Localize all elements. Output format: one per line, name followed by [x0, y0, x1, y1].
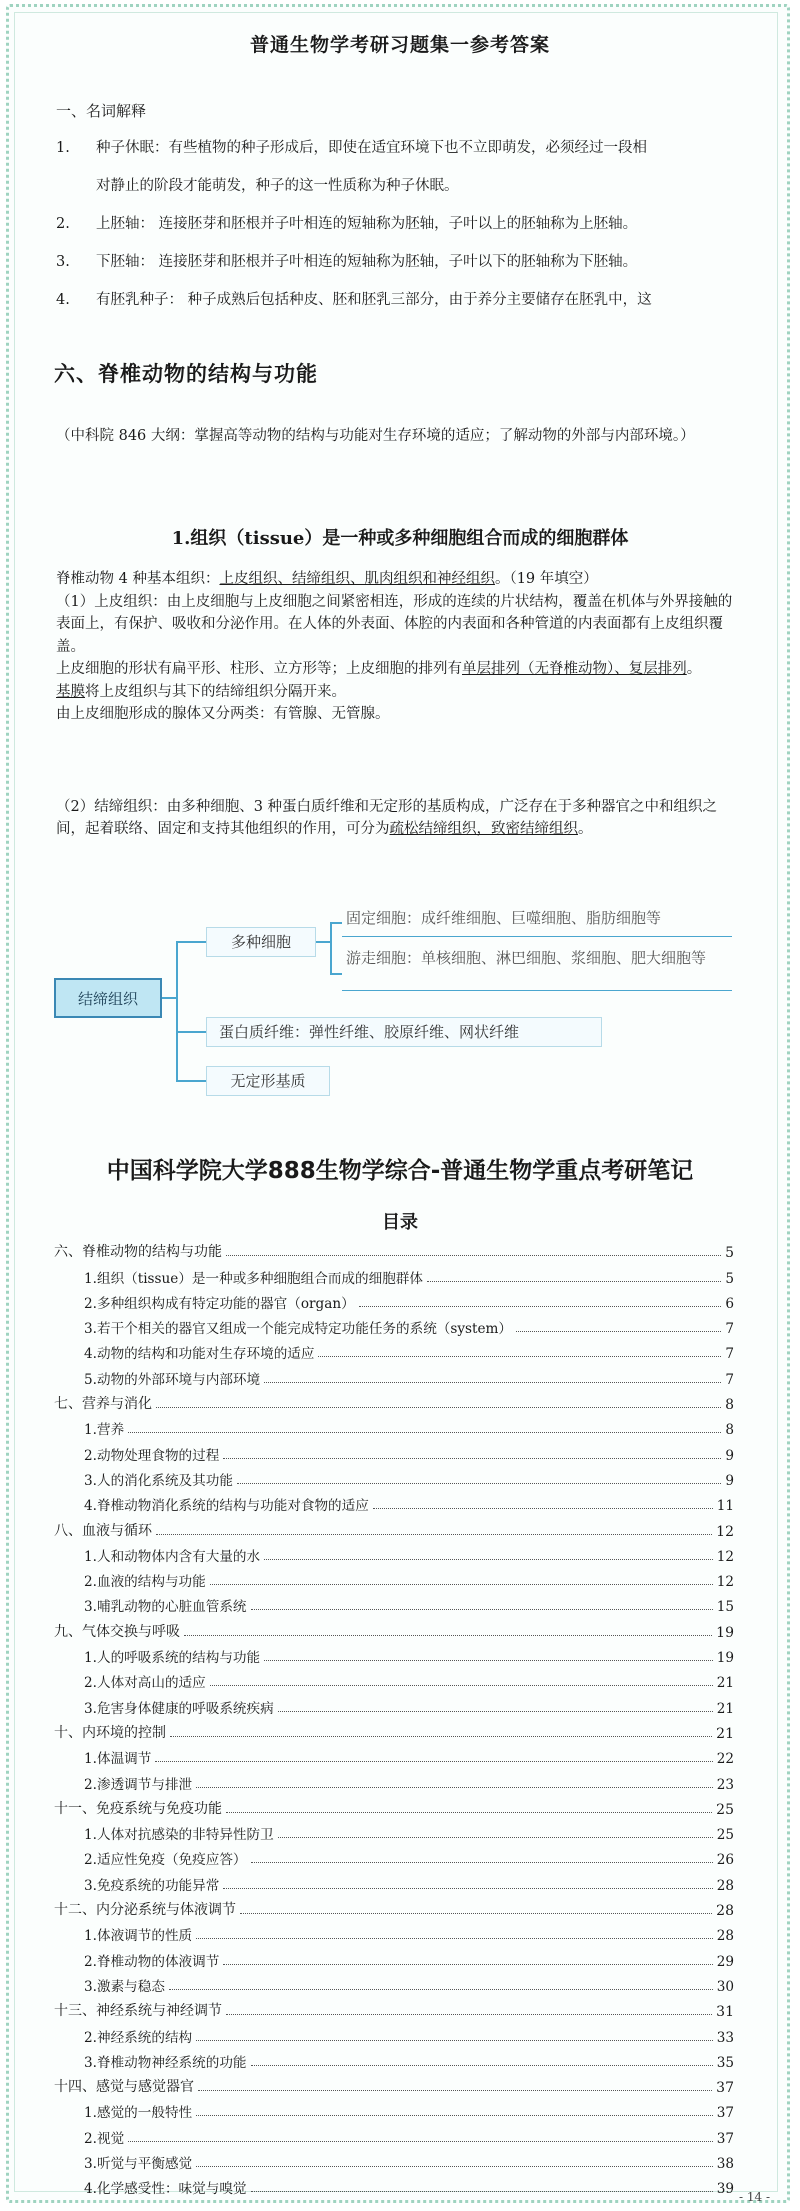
toc-leader-dots: [226, 1255, 721, 1256]
definition-number: 3.: [56, 254, 70, 270]
toc-leader-dots: [251, 1862, 713, 1863]
toc-entry[interactable]: [54, 1590, 734, 1615]
definition-number: 2.: [56, 216, 70, 232]
toc-entry-label: 2.视觉: [84, 2130, 125, 2147]
toc-leader-dots: [170, 1736, 712, 1737]
toc-leader-dots: [251, 2065, 713, 2066]
toc-entry[interactable]: [54, 1540, 734, 1565]
toc-entry-label: 2.脊椎动物的体液调节: [84, 1953, 220, 1970]
toc-entry[interactable]: [54, 1464, 734, 1489]
toc-entry[interactable]: [54, 1615, 734, 1640]
toc-entry-page: 23: [716, 1776, 734, 1793]
toc-entry-page: 9: [725, 1447, 734, 1464]
toc-entry-page: 12: [716, 1548, 734, 1565]
toc-entry[interactable]: [54, 2172, 734, 2197]
connector: [316, 941, 330, 943]
toc-entry-page: 5: [725, 1245, 734, 1262]
toc-leader-dots: [169, 1989, 713, 1990]
toc-entry-label: 七、营养与消化: [54, 1396, 152, 1413]
toc-leader-dots: [278, 1711, 713, 1712]
toc-entry-page: 33: [716, 2029, 734, 2046]
toc-entry-label: 2.适应性免疫（免疫应答）: [84, 1852, 247, 1869]
text: 。: [686, 661, 702, 678]
mindmap-root: 结缔组织: [54, 978, 162, 1018]
toc-entry-page: 28: [716, 1903, 734, 1920]
toc-entry[interactable]: [54, 1236, 734, 1261]
toc-entry-page: 9: [725, 1472, 734, 1489]
mindmap-connective-tissue: [0, 890, 800, 1120]
toc-entry[interactable]: [54, 1742, 734, 1767]
toc-entry[interactable]: [54, 1894, 734, 1919]
toc-entry-page: 12: [716, 1523, 734, 1540]
toc-entry[interactable]: [54, 1970, 734, 1995]
text: 将上皮组织与其下的结缔组织分隔开来。: [85, 683, 346, 700]
text: 。: [578, 821, 593, 838]
chapter-title: 六、脊椎动物的结构与功能: [54, 361, 318, 386]
toc-leader-dots: [196, 1787, 713, 1788]
toc-leader-dots: [240, 1913, 712, 1914]
toc-leader-dots: [359, 1306, 722, 1307]
underlined-text: 疏松结缔组织，致密结缔组织: [389, 821, 578, 838]
paragraph-connective: [56, 796, 746, 841]
toc-entry[interactable]: [54, 1717, 734, 1742]
toc-leader-dots: [196, 2040, 713, 2041]
toc-entry[interactable]: [54, 1337, 734, 1362]
toc-entry[interactable]: [54, 1438, 734, 1463]
toc-entry-page: 11: [716, 1498, 734, 1515]
text: 由上皮细胞形成的腺体又分两类：有管腺、无管腺。: [56, 706, 390, 723]
definition-continuation: 对静止的阶段才能萌发，种子的这一性质称为种子休眠。: [96, 178, 459, 194]
toc-leader-dots: [210, 1685, 713, 1686]
toc-leader-dots: [155, 1761, 712, 1762]
definition-term: 下胚轴: [96, 254, 140, 270]
toc-entry-label: 4.化学感受性：味觉与嗅觉: [84, 2181, 247, 2198]
toc-entry-page: 22: [716, 1751, 734, 1768]
toc-entry[interactable]: [54, 1843, 734, 1868]
toc-entry-page: 7: [725, 1371, 734, 1388]
toc-leader-dots: [223, 1458, 721, 1459]
toc-entry-page: 38: [716, 2155, 734, 2172]
underlined-text: 单层排列（无脊椎动物）、复层排列: [462, 661, 687, 678]
toc-entry[interactable]: [54, 1995, 734, 2020]
toc-entry-label: 1.人体对抗感染的非特异性防卫: [84, 1827, 274, 1844]
toc-entry-page: 39: [716, 2181, 734, 2198]
toc-entry[interactable]: [54, 2020, 734, 2045]
underlined-text: 基膜: [56, 683, 85, 700]
toc-leader-dots: [128, 1432, 721, 1433]
toc-entry-label: 十二、内分泌系统与体液调节: [54, 1902, 236, 1919]
toc-entry-page: 5: [725, 1270, 734, 1287]
toc-entry-label: 1.人的呼吸系统的结构与功能: [84, 1650, 261, 1667]
toc-entry-page: 28: [716, 1928, 734, 1945]
connector: [176, 941, 178, 1081]
connector: [330, 973, 342, 975]
definition-item: [56, 137, 756, 159]
toc-entry-page: 37: [716, 2105, 734, 2122]
toc-entry-label: 2.神经系统的结构: [84, 2029, 193, 2046]
definition-number: 1.: [56, 140, 70, 156]
toc-entry-label: 1.体温调节: [84, 1751, 152, 1768]
toc-entry-label: 3.哺乳动物的心脏血管系统: [84, 1599, 247, 1616]
toc-leader-dots: [128, 2141, 713, 2142]
connector: [330, 922, 342, 924]
paragraph-epithelial: [56, 591, 746, 725]
toc-entry-label: 1.人和动物体内含有大量的水: [84, 1548, 261, 1565]
toc-entry-label: 3.危害身体健康的呼吸系统疾病: [84, 1700, 274, 1717]
toc-entry[interactable]: [54, 1818, 734, 1843]
definition-text: ： 种子成熟后包括种皮、胚和胚乳三部分，由于养分主要储存在胚乳中，这: [168, 292, 652, 308]
text: 上皮细胞的形状有扁平形、柱形、立方形等；上皮细胞的排列有: [56, 661, 462, 678]
toc-title: 目录: [382, 1212, 418, 1233]
toc-entry-label: 十四、感觉与感觉器官: [54, 2079, 194, 2096]
toc-entry-page: 29: [716, 1953, 734, 1970]
toc-entry-page: 37: [716, 2080, 734, 2097]
text-line: [56, 658, 746, 680]
connector: [176, 1080, 206, 1082]
connector: [342, 990, 732, 991]
mindmap-node-matrix: 无定形基质: [206, 1066, 330, 1096]
toc-leader-dots: [318, 1356, 721, 1357]
definition-text: ： 连接胚芽和胚根并子叶相连的短轴称为胚轴，子叶以下的胚轴称为下胚轴。: [139, 254, 638, 270]
underlined-text: 上皮组织、结缔组织、肌肉组织和神经组织: [219, 571, 495, 587]
toc-entry-page: 35: [716, 2054, 734, 2071]
toc-entry-page: 30: [716, 1978, 734, 1995]
toc-entry[interactable]: [54, 1287, 734, 1312]
toc-entry-label: 3.激素与稳态: [84, 1978, 165, 1995]
table-of-contents: [54, 1236, 734, 2197]
toc-entry[interactable]: [54, 1388, 734, 1413]
toc-entry-label: 2.渗透调节与排泄: [84, 1776, 193, 1793]
text: 。（19 年填空）: [494, 571, 598, 587]
toc-entry-label: 3.若干个相关的器官又组成一个能完成特定功能任务的系统（system）: [84, 1321, 513, 1338]
toc-entry[interactable]: [54, 1312, 734, 1337]
toc-leader-dots: [516, 1331, 721, 1332]
toc-entry-label: 3.脊椎动物神经系统的功能: [84, 2054, 247, 2071]
connector: [162, 997, 176, 999]
toc-leader-dots: [226, 1812, 712, 1813]
toc-entry-page: 7: [725, 1346, 734, 1363]
toc-entry-page: 21: [716, 1700, 734, 1717]
toc-entry-label: 1.营养: [84, 1422, 125, 1439]
tissue-heading: 1.组织（tissue）是一种或多种细胞组合而成的细胞群体: [171, 528, 629, 549]
toc-entry-page: 28: [716, 1877, 734, 1894]
toc-entry-label: 5.动物的外部环境与内部环境: [84, 1371, 261, 1388]
toc-entry[interactable]: [54, 2121, 734, 2146]
toc-leader-dots: [223, 1964, 712, 1965]
text-line: [56, 681, 746, 703]
toc-entry-page: 12: [716, 1574, 734, 1591]
toc-entry-label: 九、气体交换与呼吸: [54, 1623, 180, 1640]
toc-entry-label: 2.血液的结构与功能: [84, 1574, 206, 1591]
toc-entry[interactable]: [54, 1641, 734, 1666]
toc-entry[interactable]: [54, 1793, 734, 1818]
definition-text: ： 连接胚芽和胚根并子叶相连的短轴称为胚轴，子叶以上的胚轴称为上胚轴。: [139, 216, 638, 232]
toc-leader-dots: [264, 1382, 721, 1383]
mindmap-leaf-fixed-cells: 固定细胞：成纤维细胞、巨噬细胞、脂肪细胞等: [346, 909, 662, 927]
toc-entry[interactable]: [54, 1944, 734, 1969]
connector: [176, 941, 206, 943]
connector: [330, 922, 332, 974]
toc-entry[interactable]: [54, 2046, 734, 2071]
toc-leader-dots: [184, 1635, 712, 1636]
toc-entry-page: 7: [725, 1321, 734, 1338]
toc-entry-page: 19: [716, 1650, 734, 1667]
toc-leader-dots: [198, 2090, 712, 2091]
toc-leader-dots: [251, 1609, 713, 1610]
toc-leader-dots: [196, 2115, 713, 2116]
toc-entry[interactable]: [54, 1489, 734, 1514]
toc-entry[interactable]: [54, 2096, 734, 2121]
toc-entry[interactable]: [54, 1919, 734, 1944]
connector: [342, 936, 732, 937]
toc-leader-dots: [210, 1584, 713, 1585]
paragraph-basic-tissues: [56, 568, 746, 590]
toc-entry[interactable]: [54, 2147, 734, 2172]
toc-entry-label: 1.体液调节的性质: [84, 1928, 193, 1945]
toc-entry-label: 3.人的消化系统及其功能: [84, 1472, 233, 1489]
toc-entry[interactable]: [54, 1691, 734, 1716]
text: （1）上皮组织：由上皮细胞与上皮细胞之间紧密相连，形成的连续的片状结构，覆盖在机体与外界接触的表面上，有保护、吸收和分泌作用。在人体的外表面、体腔的内表面和各种管道的内表面都有上皮组织覆盖。: [56, 594, 733, 655]
toc-leader-dots: [264, 1559, 713, 1560]
mindmap-node-fibers: 蛋白质纤维：弹性纤维、胶原纤维、网状纤维: [206, 1017, 602, 1047]
toc-entry-page: 8: [725, 1422, 734, 1439]
page-number: - 14 -: [738, 2190, 770, 2204]
toc-entry-label: 十、内环境的控制: [54, 1724, 166, 1741]
toc-entry-label: 2.动物处理食物的过程: [84, 1447, 220, 1464]
answer-title: 普通生物学考研习题集一参考答案: [249, 34, 550, 56]
toc-leader-dots: [251, 2191, 713, 2192]
section-heading-definitions: 一、名词解释: [56, 102, 147, 120]
toc-leader-dots: [373, 1508, 713, 1509]
toc-entry-page: 37: [716, 2130, 734, 2147]
definition-item: [56, 251, 756, 273]
text: 脊椎动物 4 种基本组织：: [56, 571, 220, 587]
toc-entry-page: 8: [725, 1397, 734, 1414]
toc-entry[interactable]: [54, 1565, 734, 1590]
toc-leader-dots: [278, 1837, 713, 1838]
toc-entry-label: 2.多种组织构成有特定功能的器官（organ）: [84, 1295, 355, 1312]
toc-entry-page: 26: [716, 1852, 734, 1869]
toc-entry[interactable]: [54, 1767, 734, 1792]
toc-entry-page: 25: [716, 1827, 734, 1844]
toc-leader-dots: [156, 1534, 712, 1535]
toc-entry-label: 3.听觉与平衡感觉: [84, 2155, 193, 2172]
toc-entry-label: 六、脊椎动物的结构与功能: [54, 1244, 222, 1261]
toc-entry-page: 21: [716, 1725, 734, 1742]
toc-entry-page: 21: [716, 1675, 734, 1692]
mindmap-node-cells: 多种细胞: [206, 927, 316, 957]
toc-entry-label: 2.人体对高山的适应: [84, 1675, 206, 1692]
toc-leader-dots: [237, 1483, 721, 1484]
definition-item: [56, 213, 756, 235]
toc-leader-dots: [156, 1407, 721, 1408]
text: （2）结缔组织：由多种细胞、3 种蛋白质纤维和无定形的基质构成，广泛存在于多种器官之中和组织之间，起着联络、固定和支持其他组织的作用，可分为: [56, 799, 718, 838]
toc-entry[interactable]: [54, 1362, 734, 1387]
toc-leader-dots: [226, 2014, 712, 2015]
toc-entry-label: 4.脊椎动物消化系统的结构与功能对食物的适应: [84, 1498, 369, 1515]
toc-entry-label: 十一、免疫系统与免疫功能: [54, 1800, 222, 1817]
toc-entry-label: 4.动物的结构和功能对生存环境的适应: [84, 1346, 315, 1363]
toc-entry[interactable]: [54, 1413, 734, 1438]
toc-entry-page: 15: [716, 1599, 734, 1616]
definition-text: ：有些植物的种子形成后，即使在适宜环境下也不立即萌发，必须经过一段相: [154, 140, 647, 156]
toc-entry-label: 1.组织（tissue）是一种或多种细胞组合而成的细胞群体: [84, 1270, 423, 1287]
toc-entry-label: 1.感觉的一般特性: [84, 2105, 193, 2122]
syllabus-note: （中科院 846 大纲：掌握高等动物的结构与功能对生存环境的适应；了解动物的外部与内部环境。）: [56, 428, 695, 444]
definition-number: 4.: [56, 292, 70, 308]
toc-leader-dots: [223, 1888, 712, 1889]
toc-entry-page: 25: [716, 1801, 734, 1818]
definition-term: 有胚乳种子: [96, 292, 169, 308]
toc-entry-label: 十三、神经系统与神经调节: [54, 2003, 222, 2020]
toc-entry-label: 八、血液与循环: [54, 1522, 152, 1539]
toc-leader-dots: [264, 1660, 713, 1661]
toc-entry[interactable]: [54, 1514, 734, 1539]
toc-entry[interactable]: [54, 2071, 734, 2096]
toc-leader-dots: [196, 1938, 713, 1939]
definition-item: [56, 289, 756, 311]
toc-entry-page: 31: [716, 2004, 734, 2021]
mindmap-leaf-wandering-cells: 游走细胞：单核细胞、淋巴细胞、浆细胞、肥大细胞等: [346, 949, 707, 967]
toc-leader-dots: [196, 2166, 713, 2167]
notes-title: 中国科学院大学888生物学综合-普通生物学重点考研笔记: [106, 1158, 694, 1184]
toc-entry[interactable]: [54, 1868, 734, 1893]
toc-entry-page: 19: [716, 1624, 734, 1641]
toc-entry-page: 6: [725, 1295, 734, 1312]
definition-term: 上胚轴: [96, 216, 140, 232]
definition-term: 种子休眠: [96, 140, 154, 156]
toc-entry-label: 3.免疫系统的功能异常: [84, 1877, 220, 1894]
toc-leader-dots: [427, 1281, 721, 1282]
toc-entry[interactable]: [54, 1261, 734, 1286]
connector: [176, 1031, 206, 1033]
toc-entry[interactable]: [54, 1666, 734, 1691]
